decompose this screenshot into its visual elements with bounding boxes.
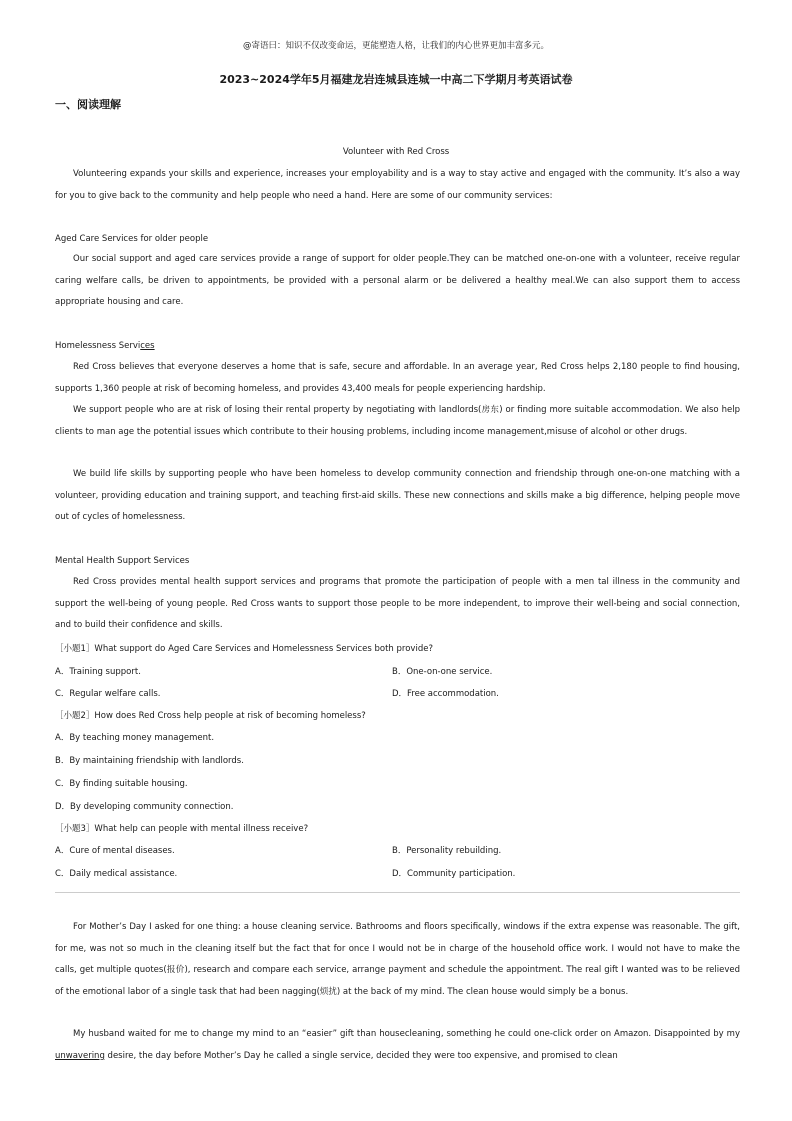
section-heading: 一、阅读理解	[55, 98, 121, 111]
q3-option-a: A．Cure of mental diseases.	[55, 846, 175, 856]
homelessness-paragraph-1: Red Cross believes that everyone deserves a home that is safe, secure and affordable. In an average year, Red Cross helps 2,180 people to find housing, supports 1,360 people at risk of becoming homeless, and provides 43,400 meals for people experiencing hardship.	[55, 362, 740, 394]
q2-option-d: D．By developing community connection.	[55, 802, 234, 812]
q1-option-c: C．Regular welfare calls.	[55, 689, 161, 699]
mental-health-heading: Mental Health Support Services	[55, 556, 190, 566]
homelessness-heading-underlined: ces	[140, 341, 155, 351]
passage-2-text-c: desire, the day before Mother’s Day he called a single service, decided they were too expensive, and promised to clean	[104, 1050, 618, 1061]
section-divider	[55, 892, 740, 893]
passage-title: Volunteer with Red Cross	[342, 147, 450, 157]
underlined-word: unwavering	[55, 1050, 105, 1061]
q2-option-c: C．By finding suitable housing.	[55, 779, 188, 789]
question-1: ［小题1］What support do Aged Care Services and Homelessness Services both provide?	[55, 644, 433, 654]
question-2: ［小题2］How does Red Cross help people at risk of becoming homeless?	[55, 711, 366, 721]
q3-option-d: D．Community participation.	[392, 869, 516, 879]
mental-health-paragraph: Red Cross provides mental health support services and programs that promote the participation of people with a men tal illness in the community and support the well-being of young people. Red Cross wants to support those people to be more independent, to improve their well-being and social connection, and to build their confidence and skills.	[55, 577, 740, 630]
homelessness-heading	[55, 341, 155, 351]
question-3: ［小题3］What help can people with mental illness receive?	[55, 824, 309, 834]
q1-option-d: D．Free accommodation.	[392, 689, 499, 699]
q3-option-c: C．Daily medical assistance.	[55, 869, 178, 879]
motto: @寄语曰：知识不仅改变命运，更能塑造人格，让我们的内心世界更加丰富多元。	[242, 41, 549, 51]
q1-option-b: B．One-on-one service.	[392, 667, 493, 677]
passage-intro: Volunteering expands your skills and experience, increases your employability and is a way to stay active and engaged with the community. It’s also a way for you to give back to the community and help people who need a hand. Here are some of our community services:	[55, 169, 740, 201]
page-title: 2023~2024学年5月福建龙岩连城县连城一中高二下学期月考英语试卷	[219, 73, 573, 86]
homelessness-paragraph-3: We build life skills by supporting people who have been homeless to develop community connection and friendship through one-on-one matching with a volunteer, providing education and training support, and teaching first-aid skills. These new connections and skills make a big difference, helping people move out of cycles of homelessness.	[55, 469, 740, 522]
passage-2-paragraph-2	[55, 1024, 740, 1067]
q3-option-b: B．Personality rebuilding.	[392, 846, 502, 856]
aged-care-paragraph: Our social support and aged care services provide a range of support for older people.They can be matched one-on-one with a volunteer, receive regular caring welfare calls, be driven to appointments, be provided with a personal alarm or be delivered a healthy meal.We can also support them to access appropriate housing and care.	[55, 254, 740, 307]
passage-2-text-a: My husband waited for me to change my mind to an “easier” gift than housecleaning, something he could one-click order on Amazon. Disappointed by my	[73, 1029, 740, 1039]
homelessness-paragraph-2: We support people who are at risk of losing their rental property by negotiating with landlords(房东) or finding more suitable accommodation. We also help clients to man age the potential issues which contribute to their housing problems, including income management,misuse of alcohol or other drugs.	[55, 405, 740, 437]
q2-option-a: A．By teaching money management.	[55, 733, 215, 743]
homelessness-heading-main: Homelessness Servi	[55, 341, 141, 351]
aged-care-heading: Aged Care Services for older people	[55, 234, 209, 244]
passage-2-paragraph-1: For Mother’s Day I asked for one thing: a house cleaning service. Bathrooms and floors specifically, windows if the extra expense was reasonable. The gift, for me, was not so much in the cleaning itself but the fact that for once I would not be in charge of the household office work. I would not have to make the calls, get multiple quotes(报价), research and compare each service, arrange payment and schedule the appointment. The real gift I wanted was to be relieved of the emotional labor of a single task that had been nagging(烦扰) at the back of my mind. The clean house would simply be a bonus.	[55, 922, 740, 997]
q2-option-b: B．By maintaining friendship with landlords.	[55, 756, 244, 766]
q1-option-a: A．Training support.	[55, 667, 141, 677]
